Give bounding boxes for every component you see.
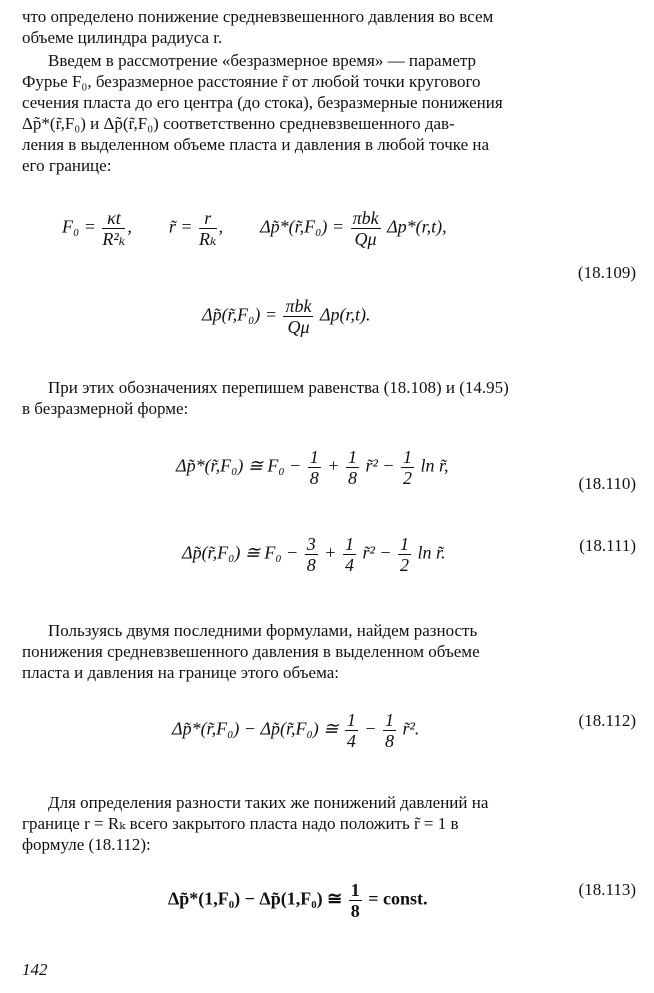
fraction — [102, 208, 125, 249]
equation-lhs: Δp̃(r̃,F₀) ≅ F₀ − — [182, 542, 299, 563]
text-line: Пользуясь двумя последними формулами, найдем разность — [48, 621, 478, 640]
fraction — [401, 447, 414, 488]
text-line: формуле (18.112): — [22, 835, 151, 854]
equation-18-109-line2 — [202, 296, 371, 337]
equation-lhs: Δp̃*(r̃,F₀) ≅ F₀ − — [176, 455, 302, 476]
fraction-numerator: 3 — [306, 534, 316, 554]
fraction — [305, 534, 318, 575]
paragraph-4 — [22, 620, 636, 683]
text-line: Введем в рассмотрение «безразмерное время» — параметр — [48, 51, 477, 70]
fraction — [343, 534, 356, 575]
fraction-numerator: 1 — [347, 447, 357, 467]
fraction — [349, 880, 362, 921]
equation-lhs: Δp̃*(r̃,F₀) − Δp̃(r̃,F₀) ≅ — [172, 718, 339, 739]
fraction-denominator: 4 — [344, 555, 354, 575]
equation-number: (18.113) — [578, 880, 636, 899]
page-number: 142 — [22, 960, 48, 979]
fraction — [199, 208, 217, 249]
equation-term: r̃² − — [365, 455, 395, 476]
equation-number: (18.111) — [579, 536, 636, 555]
operator: + — [327, 455, 340, 476]
fraction — [345, 710, 358, 751]
fraction — [383, 710, 396, 751]
equation-term: r̃². — [402, 718, 420, 739]
fraction-denominator: 4 — [346, 731, 356, 751]
paragraph-2 — [22, 50, 636, 176]
fraction-denominator: Rₖ — [199, 229, 217, 249]
fraction-numerator: 1 — [350, 880, 360, 900]
fraction-numerator: πbk — [352, 208, 379, 228]
text-line: пласта и давления на границе этого объема: — [22, 663, 340, 682]
fraction-denominator: 8 — [309, 468, 319, 488]
fraction-numerator: r — [199, 208, 217, 229]
fraction — [308, 447, 321, 488]
fraction — [398, 534, 411, 575]
fraction-numerator: 1 — [400, 534, 410, 554]
fraction-denominator: 8 — [350, 901, 360, 921]
equation-18-112 — [172, 710, 419, 751]
equation-term: ln r̃. — [417, 542, 446, 563]
paragraph-1 — [22, 6, 636, 48]
text-line: Фурье F₀, безразмерное расстояние r̃ от любой точки кругового — [22, 72, 481, 91]
equation-18-109-line1: F₀ = $\frac{\kappa t}{\text{R²ₖ}}$ , r̃ = $\frac{r}{\text{Rₖ}}$ , Δp̃*(r̃,F₀) = $\frac{\text{πbk}}{Q\mu}$ Δp*(r,t), — [62, 208, 447, 249]
fraction-denominator: 2 — [403, 468, 413, 488]
equation-number: (18.109) — [577, 263, 636, 282]
fraction-denominator: R²ₖ — [102, 229, 126, 249]
text-line: его границе: — [22, 156, 112, 175]
equation-18-110 — [176, 447, 449, 488]
fraction-numerator: 1 — [346, 710, 356, 730]
paragraph-3 — [22, 377, 636, 419]
text-line: в безразмерной форме: — [22, 399, 189, 418]
paragraph-5 — [22, 792, 636, 855]
dp-rhs: Δp(r,t). — [319, 304, 371, 325]
fraction — [346, 447, 359, 488]
dp-lhs: Δp̃(r̃,F₀) = — [202, 304, 277, 325]
fraction-denominator: Qμ — [287, 317, 310, 337]
text-line: Δp̃*(r̃,F₀) и Δp̃(r̃,F₀) соответственно средневзвешенного дав- — [22, 114, 455, 133]
fraction-numerator: 1 — [309, 447, 319, 467]
equation-term: ln r̃, — [420, 455, 449, 476]
fraction-denominator: Qμ — [354, 229, 377, 249]
fraction-numerator: 1 — [344, 534, 354, 554]
equation-number: (18.110) — [578, 474, 636, 493]
fraction-denominator: 8 — [385, 731, 395, 751]
equation-lhs: Δp̃*(1,F₀) − Δp̃(1,F₀) ≅ — [168, 888, 343, 909]
fraction-numerator: 1 — [385, 710, 395, 730]
fraction-denominator: 8 — [347, 468, 357, 488]
f0-lhs: F₀ = — [62, 216, 96, 237]
text-line: ления в выделенном объеме пласта и давления в любой точке на — [22, 135, 490, 154]
text-line: что определено понижение средневзвешенного давления во всем — [22, 7, 494, 26]
text-line: понижения средневзвешенного давления в выделенном объеме — [22, 642, 480, 661]
text-line: сечения пласта до его центра (до стока), безразмерные понижения — [22, 93, 503, 112]
fraction — [283, 296, 313, 337]
text-line: объеме цилиндра радиуса r. — [22, 28, 223, 47]
fraction-numerator: 1 — [403, 447, 413, 467]
dp-lhs: Δp̃*(r̃,F₀) = — [260, 216, 345, 237]
operator: − — [364, 718, 377, 739]
fraction — [351, 208, 381, 249]
fraction-numerator: κt — [102, 208, 125, 229]
fraction-denominator: 2 — [400, 555, 410, 575]
equation-18-111 — [182, 534, 446, 575]
r-lhs: r̃ = — [168, 216, 193, 237]
equation-term: = const. — [368, 888, 428, 909]
equation-18-113 — [168, 880, 427, 921]
fraction-numerator: πbk — [285, 296, 312, 316]
dp-rhs: Δp*(r,t), — [387, 216, 447, 237]
equation-term: r̃² − — [362, 542, 392, 563]
operator: + — [324, 542, 337, 563]
text-line: границе r = Rₖ всего закрытого пласта надо положить r̃ = 1 в — [22, 814, 459, 833]
fraction-denominator: 8 — [306, 555, 316, 575]
text-line: При этих обозначениях перепишем равенства (18.108) и (14.95) — [48, 378, 509, 397]
equation-number: (18.112) — [578, 711, 636, 730]
text-line: Для определения разности таких же понижений давлений на — [48, 793, 489, 812]
